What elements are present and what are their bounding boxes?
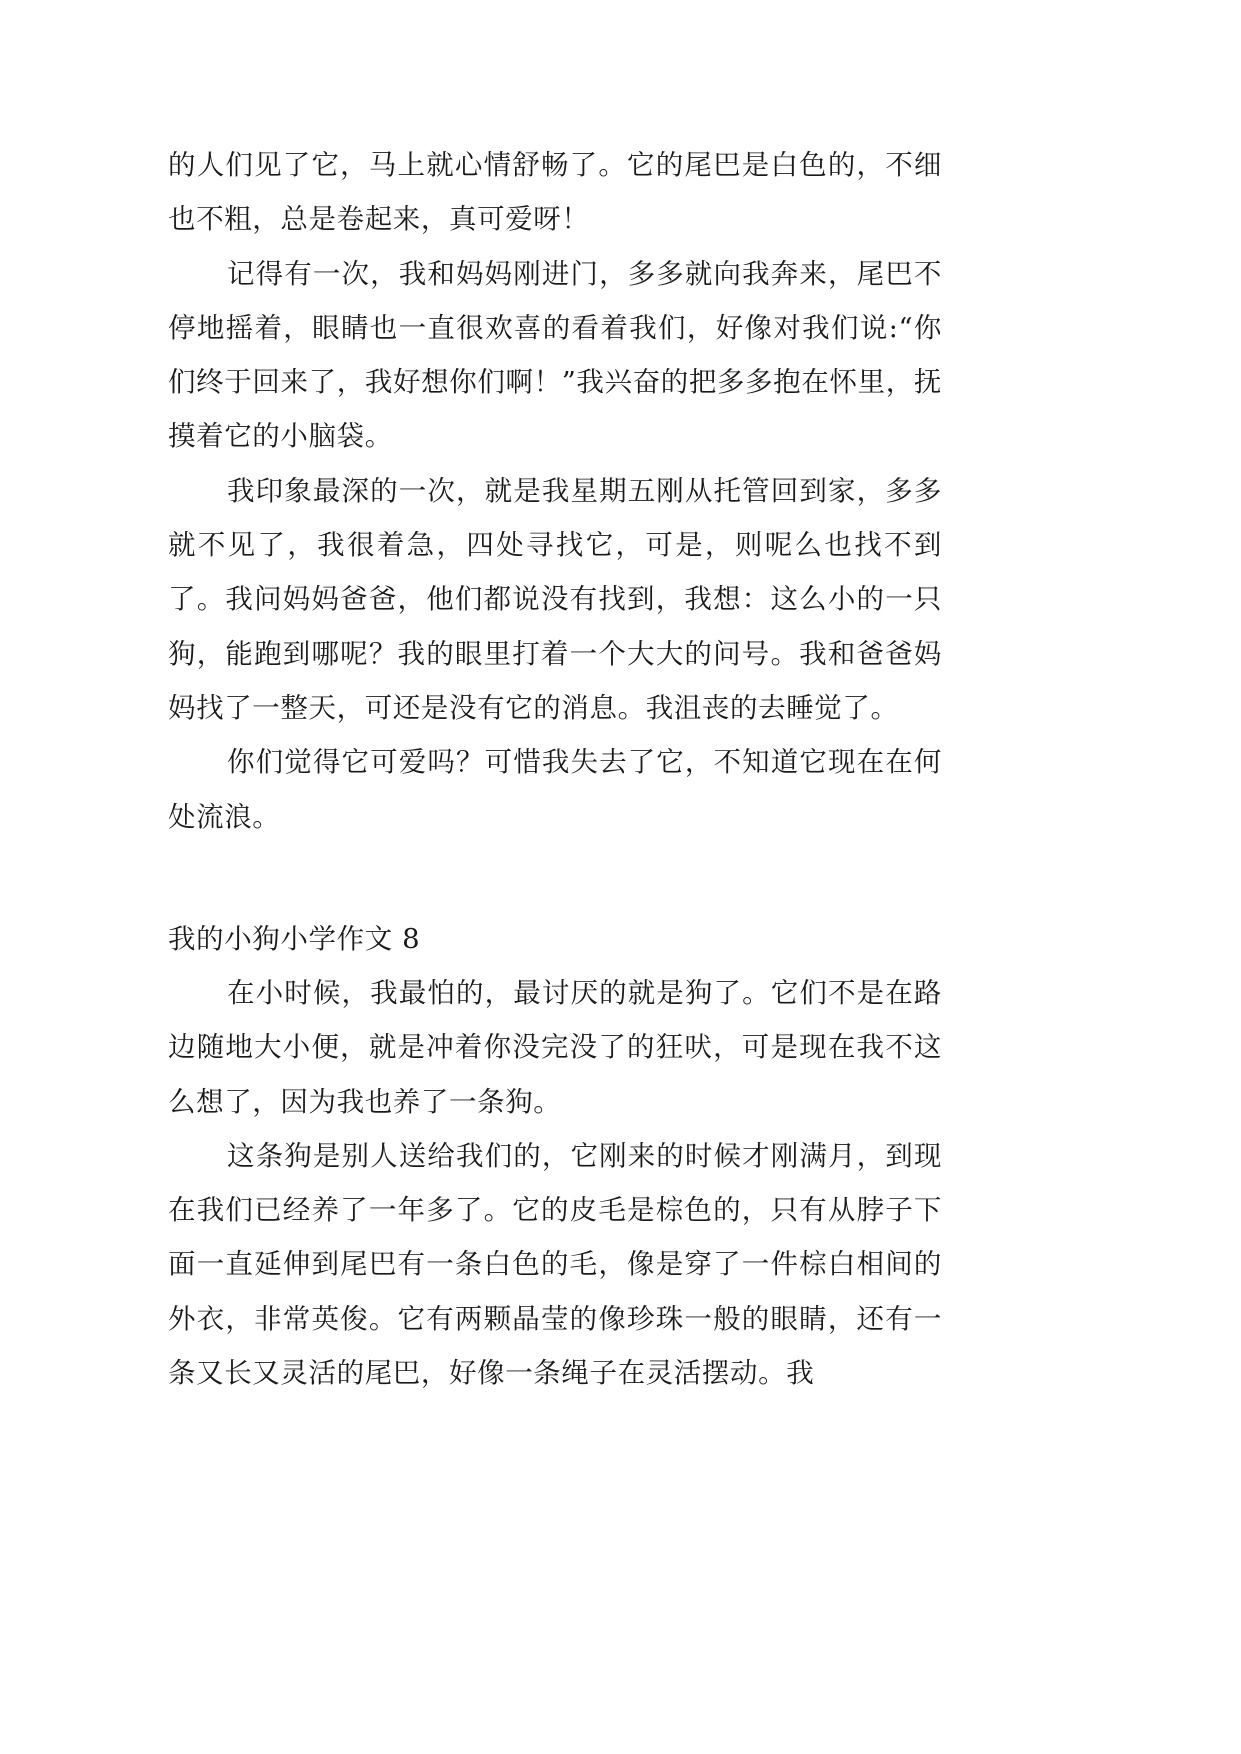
- section-b: [168, 966, 942, 1400]
- paragraph-continued: 的人们见了它，马上就心情舒畅了。它的尾巴是白色的，不细也不粗，总是卷起来，真可爱呀！: [168, 149, 942, 236]
- section-a: [168, 138, 942, 844]
- paragraph-description: 这条狗是别人送给我们的，它刚来的时候才刚满月，到现在我们已经养了一年多了。它的皮毛是棕色的，只有从脖子下面一直延伸到尾巴有一条白色的毛，像是穿了一件棕白相间的外衣，非常英俊。它有两颗晶莹的像珍珠一般的眼睛，还有一条又长又灵活的尾巴，好像一条绳子在灵活摆动。我: [168, 1139, 942, 1390]
- paragraph-intro: 在小时候，我最怕的，最讨厌的就是狗了。它们不是在路边随地大小便，就是冲着你没完没了的狂吠，可是现在我不这么想了，因为我也养了一条狗。: [168, 977, 942, 1118]
- essay-title: 我的小狗小学作文 8: [168, 923, 421, 955]
- paragraph-coming-home: 记得有一次，我和妈妈刚进门，多多就向我奔来，尾巴不停地摇着，眼睛也一直很欢喜的看着我们，好像对我们说:“你们终于回来了，我好想你们啊！”我兴奋的把多多抱在怀里，抚摸着它的小脑袋。: [168, 257, 942, 453]
- paragraph-closing: 你们觉得它可爱吗？可惜我失去了它，不知道它现在在何处流浪。: [168, 746, 942, 833]
- paragraph-lost-dog: 我印象最深的一次，就是我星期五刚从托管回到家，多多就不见了，我很着急，四处寻找它，可是，则呢么也找不到了。我问妈妈爸爸，他们都说没有找到，我想：这么小的一只狗，能跑到哪呢？我的眼里打着一个大大的问号。我和爸爸妈妈找了一整天，可还是没有它的消息。我沮丧的去睡觉了。: [168, 474, 942, 724]
